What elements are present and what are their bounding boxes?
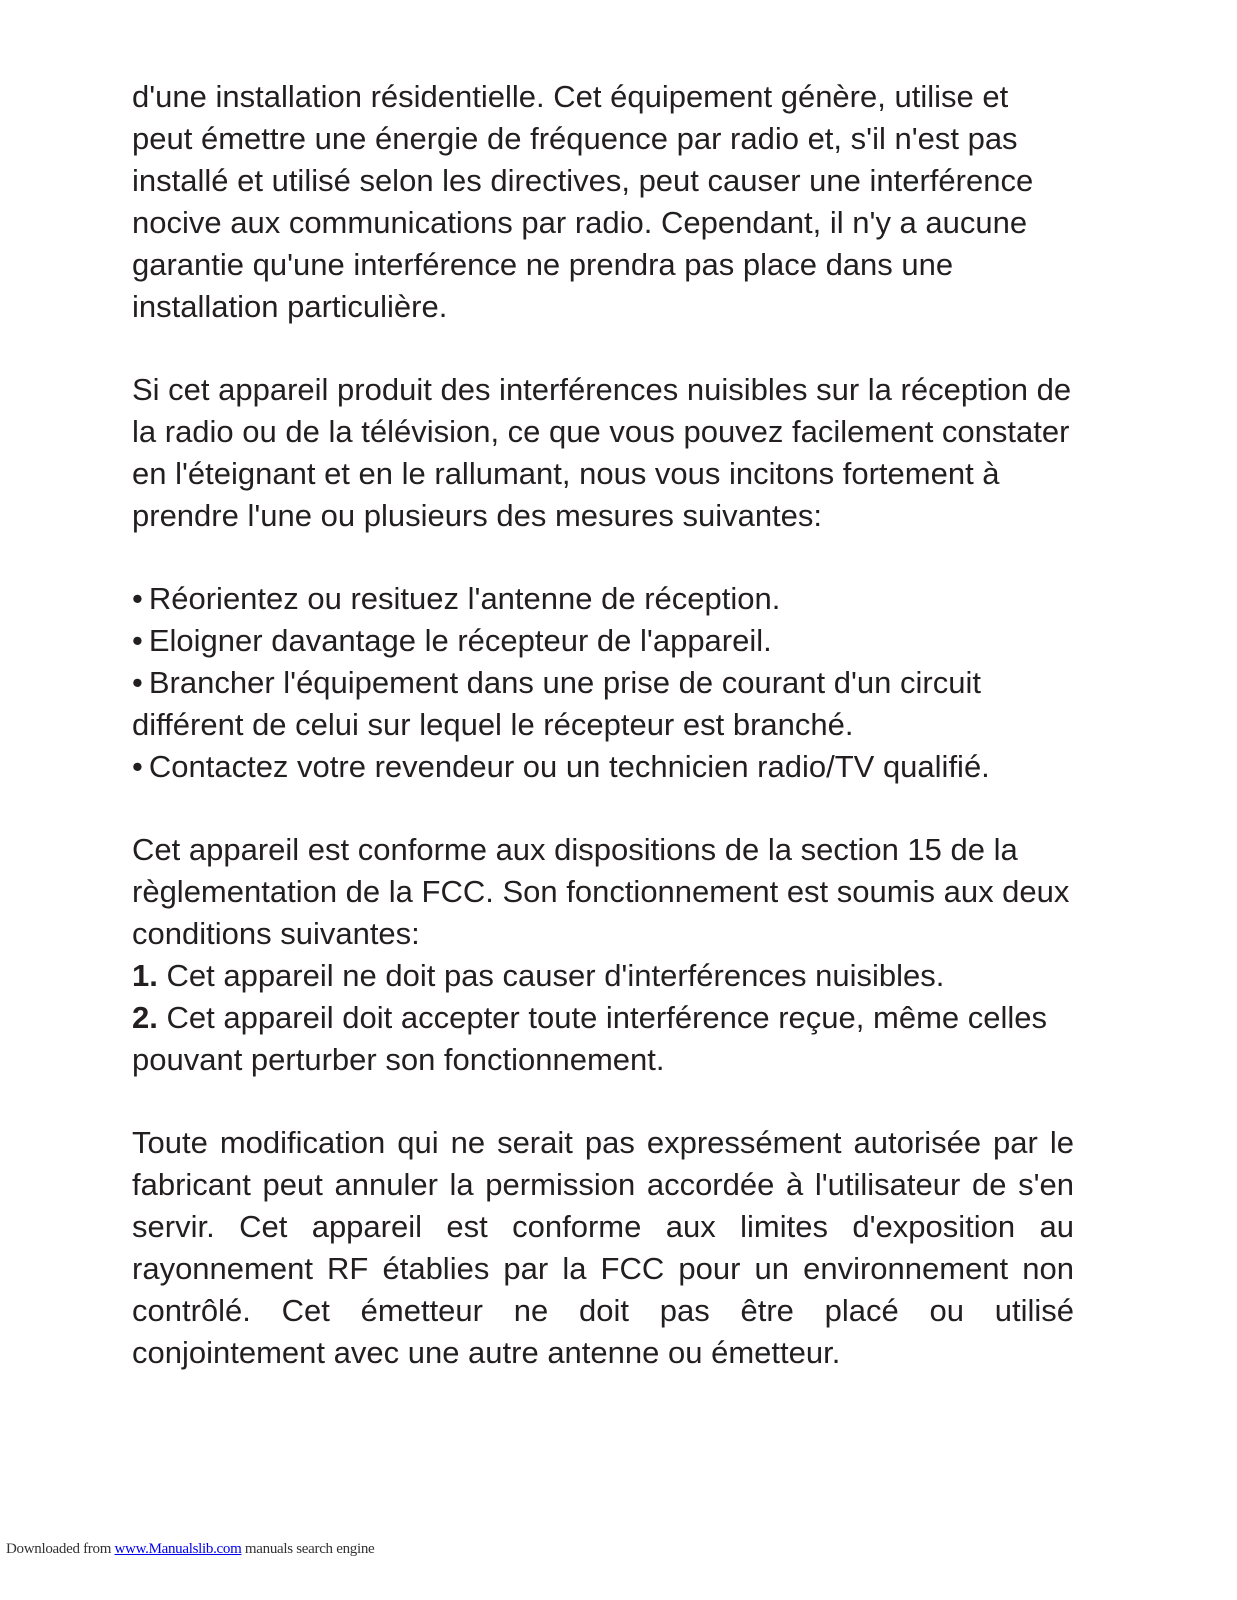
- paragraph-fcc-conditions: [132, 829, 1074, 1081]
- condition-item: [132, 997, 1074, 1081]
- bullet-icon: •: [132, 623, 143, 658]
- list-item-text: Brancher l'équipement dans une prise de courant d'un circuit différent de celui sur lequel le récepteur est branché.: [132, 665, 981, 742]
- conditions-intro: Cet appareil est conforme aux dispositions de la section 15 de la règlementation de la FCC. Son fonctionnement est soumis aux deux conditions suivantes:: [132, 832, 1070, 951]
- condition-text: Cet appareil ne doit pas causer d'interférences nuisibles.: [166, 958, 945, 993]
- paragraph-interference-measures: Si cet appareil produit des interférences nuisibles sur la réception de la radio ou de la télévision, ce que vous pouvez facilement constater en l'éteignant et en le rallumant, nous vous incitons fortement à prendre l'une ou plusieurs des mesures suivantes:: [132, 372, 1072, 533]
- condition-item: [132, 955, 1074, 997]
- measures-list: [132, 578, 1074, 788]
- bullet-icon: •: [132, 665, 143, 700]
- download-footer: [6, 1541, 374, 1558]
- list-item: [132, 746, 1074, 788]
- list-item: [132, 578, 1074, 620]
- condition-number: 1.: [132, 958, 158, 993]
- list-item-text: Eloigner davantage le récepteur de l'appareil.: [148, 623, 772, 658]
- document-page: [132, 76, 1074, 1415]
- list-item: [132, 662, 1074, 746]
- list-item-text: Réorientez ou resituez l'antenne de réception.: [148, 581, 781, 616]
- paragraph-installation: d'une installation résidentielle. Cet équipement génère, utilise et peut émettre une énergie de fréquence par radio et, s'il n'est pas installé et utilisé selon les directives, peut causer une interférence nocive aux communications par radio. Cependant, il n'y a aucune garantie qu'une interférence ne prendra pas place dans une installation particulière.: [132, 79, 1034, 324]
- list-item: [132, 620, 1074, 662]
- manualslib-link[interactable]: www.Manualslib.com: [114, 1541, 242, 1557]
- bullet-icon: •: [132, 581, 143, 616]
- footer-suffix: manuals search engine: [241, 1541, 375, 1557]
- condition-text: Cet appareil doit accepter toute interférence reçue, même celles pouvant perturber son fonctionnement.: [132, 1000, 1048, 1077]
- bullet-icon: •: [132, 749, 143, 784]
- footer-prefix: Downloaded from: [6, 1541, 115, 1557]
- condition-number: 2.: [132, 1000, 158, 1035]
- list-item-text: Contactez votre revendeur ou un technicien radio/TV qualifié.: [148, 749, 990, 784]
- paragraph-modification-notice: Toute modification qui ne serait pas expressément autorisée par le fabricant peut annuler la permission accordée à l'utilisateur de s'en servir. Cet appareil est conforme aux limites d'exposition au rayonnement RF établies par la FCC pour un environnement non contrôlé. Cet émetteur ne doit pas être placé ou utilisé conjointement avec une autre antenne ou émetteur.: [132, 1125, 1074, 1370]
